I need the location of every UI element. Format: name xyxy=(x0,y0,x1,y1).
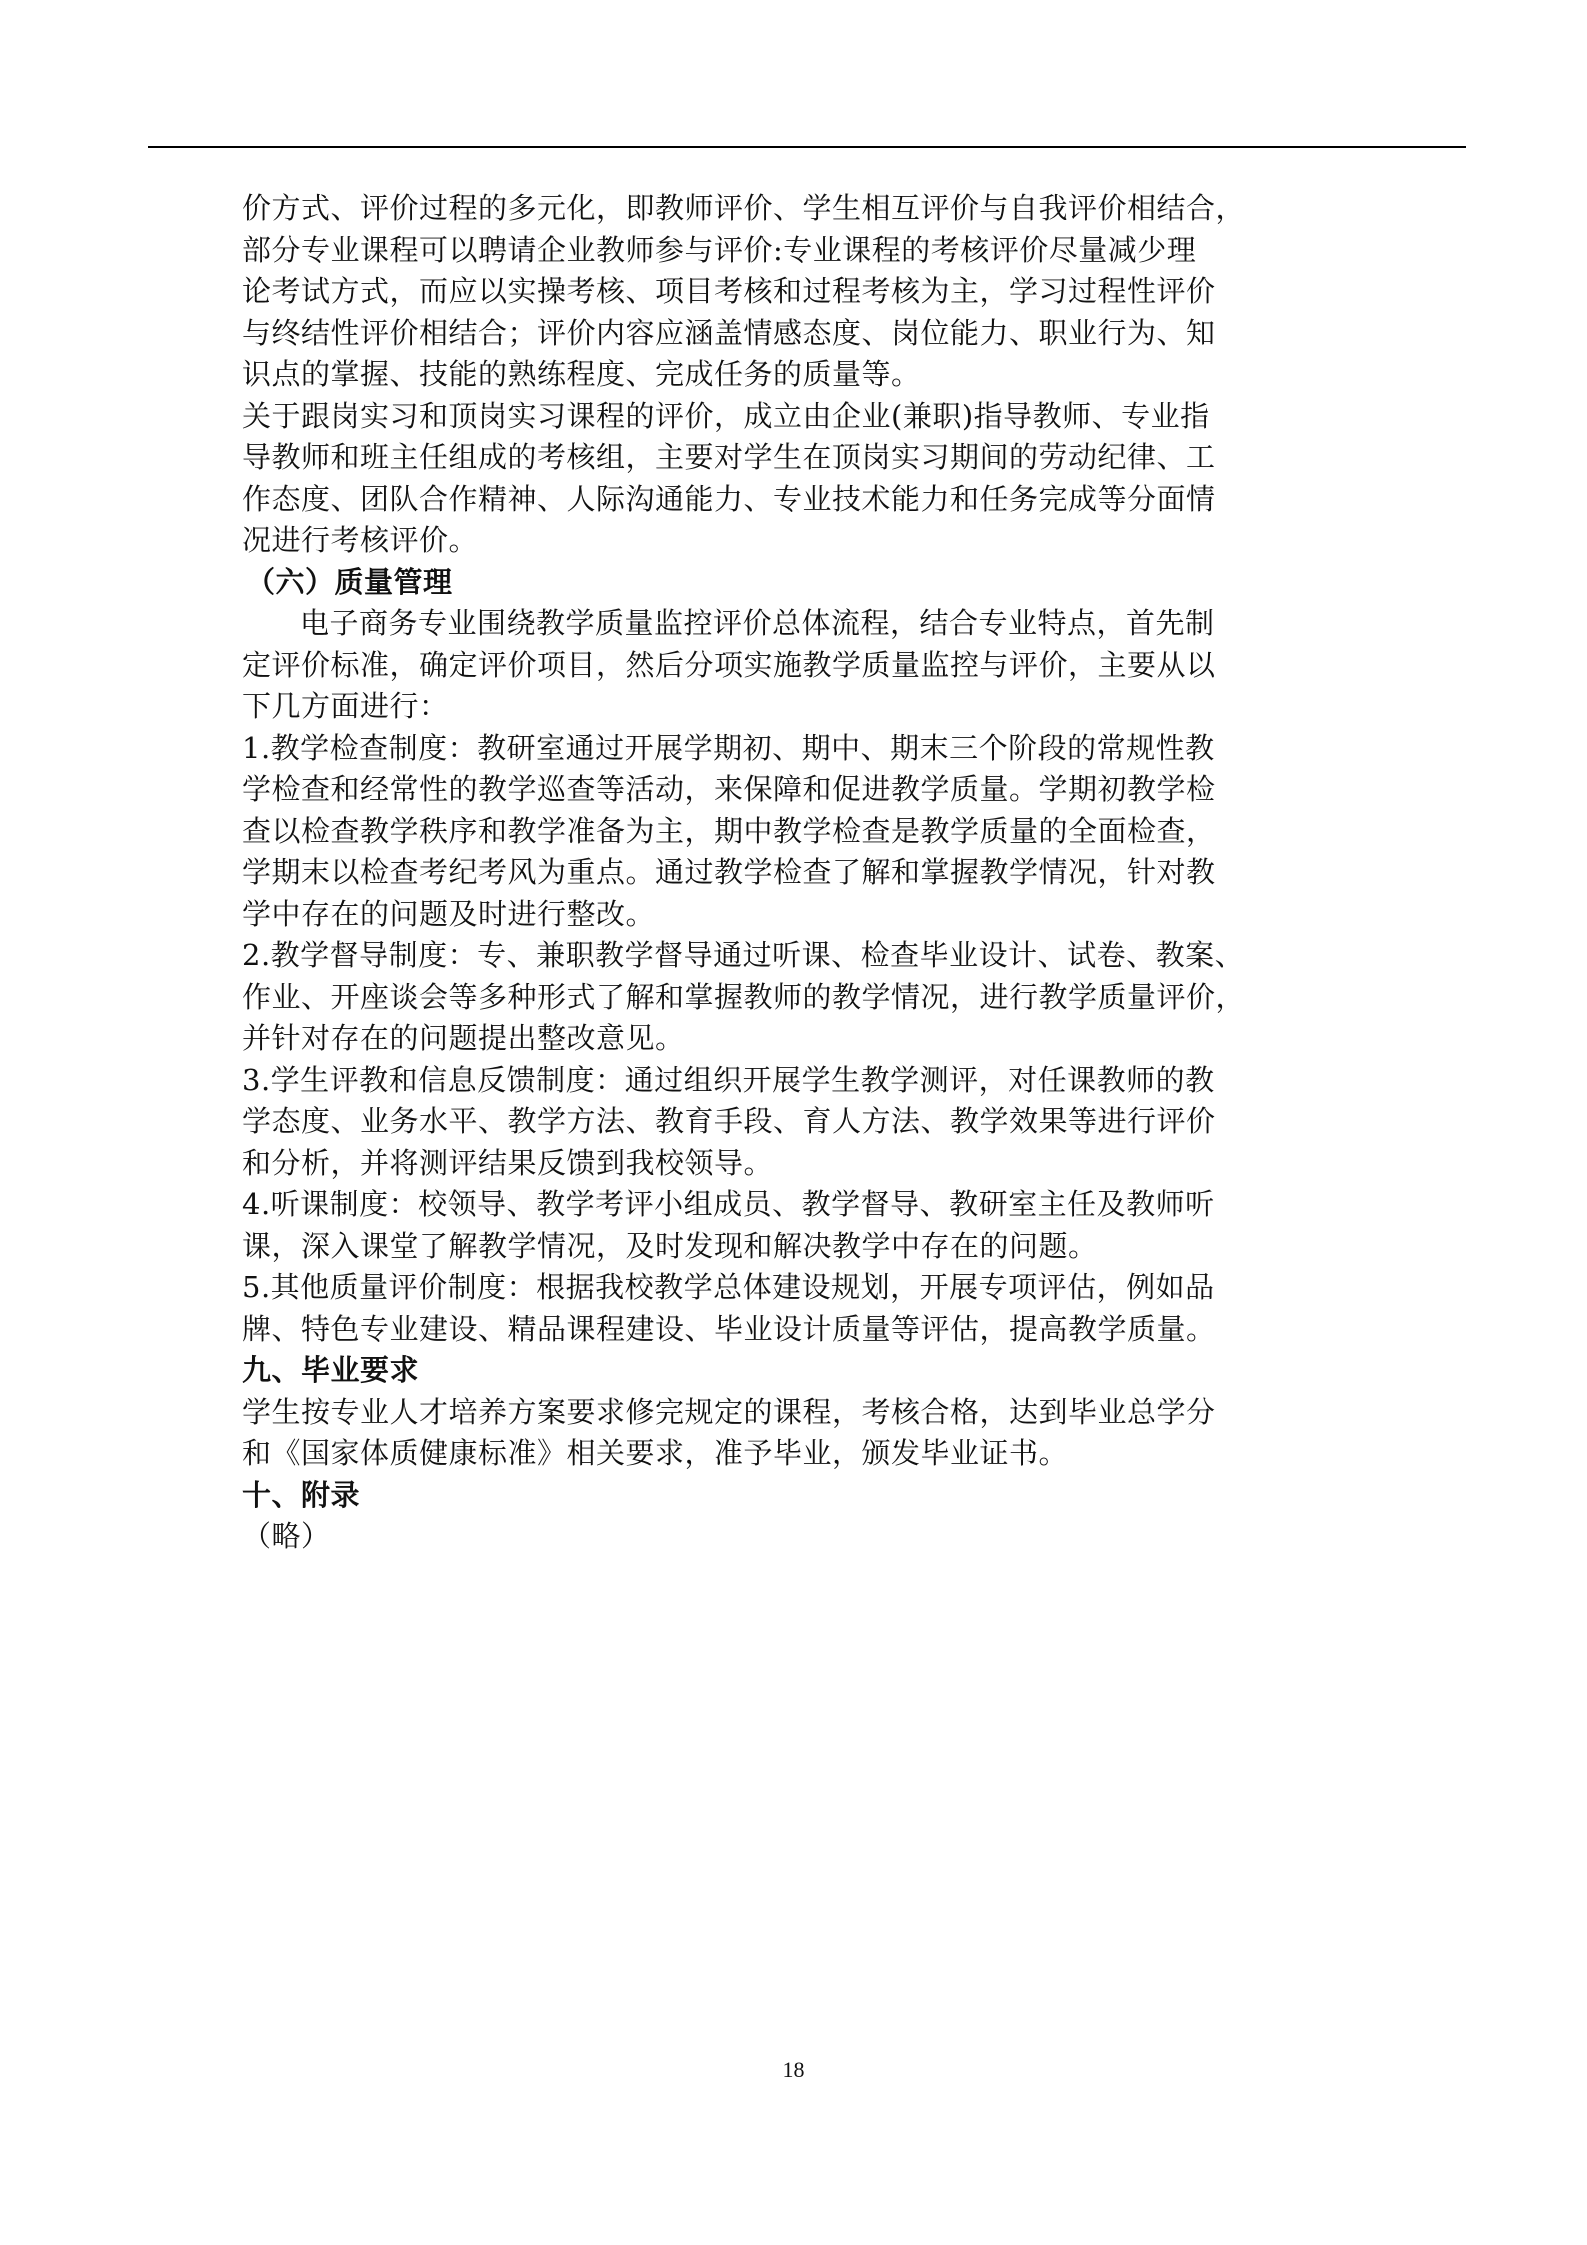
paragraph-line: 导教师和班主任组成的考核组，主要对学生在顶岗实习期间的劳动纪律、工 xyxy=(242,440,1216,474)
page-number: 18 xyxy=(782,2057,805,2082)
list-item-line: 1.教学检查制度：教研室通过开展学期初、期中、期末三个阶段的常规性教 xyxy=(242,730,1215,765)
list-item-line: 课，深入课堂了解教学情况，及时发现和解决教学中存在的问题。 xyxy=(242,1228,1098,1263)
section-heading: （六）质量管理 xyxy=(246,564,453,599)
paragraph-line: 定评价标准，确定评价项目，然后分项实施教学质量监控与评价，主要从以 xyxy=(242,647,1216,682)
list-item-line: 4.听课制度：校领导、教学考评小组成员、教学督导、教研室主任及教师听 xyxy=(242,1187,1215,1221)
header-rule xyxy=(148,146,1466,148)
paragraph-line: 与终结性评价相结合；评价内容应涵盖情感态度、岗位能力、职业行为、知 xyxy=(242,315,1216,350)
list-item-line: 学检查和经常性的教学巡查等活动，来保障和促进教学质量。学期初教学检 xyxy=(242,772,1216,806)
paragraph-line: 作态度、团队合作精神、人际沟通能力、专业技术能力和任务完成等分面情 xyxy=(242,481,1216,516)
list-item-line: 5.其他质量评价制度：根据我校教学总体建设规划，开展专项评估，例如品 xyxy=(242,1270,1215,1304)
paragraph-line: 论考试方式，而应以实操考核、项目考核和过程考核为主，学习过程性评价 xyxy=(242,274,1216,308)
list-item-line: 查以检查教学秩序和教学准备为主，期中教学检查是教学质量的全面检查， xyxy=(242,813,1216,848)
section-heading: 十、附录 xyxy=(242,1477,361,1512)
list-item-line: 2.教学督导制度：专、兼职教学督导通过听课、检查毕业设计、试卷、教案、 xyxy=(242,938,1245,972)
list-item-line: 和分析，并将测评结果反馈到我校领导。 xyxy=(242,1145,774,1180)
paragraph-line: 和《国家体质健康标准》相关要求，准予毕业，颁发毕业证书。 xyxy=(242,1436,1069,1470)
paragraph-line: 学生按专业人才培养方案要求修完规定的课程，考核合格，达到毕业总学分 xyxy=(242,1394,1216,1429)
paragraph-line: 识点的掌握、技能的熟练程度、完成任务的质量等。 xyxy=(242,357,921,391)
paragraph-line: 下几方面进行： xyxy=(242,689,449,723)
list-item-line: 学期末以检查考纪考风为重点。通过教学检查了解和掌握教学情况，针对教 xyxy=(242,855,1216,889)
paragraph-line: 部分专业课程可以聘请企业教师参与评价:专业课程的考核评价尽量减少理 xyxy=(242,232,1197,267)
paragraph-line: 价方式、评价过程的多元化，即教师评价、学生相互评价与自我评价相结合， xyxy=(242,191,1246,225)
list-item-line: 3.学生评教和信息反馈制度：通过组织开展学生教学测评，对任课教师的教 xyxy=(242,1062,1215,1097)
paragraph-line: 电子商务专业围绕教学质量监控评价总体流程，结合专业特点，首先制 xyxy=(300,606,1215,640)
section-heading: 九、毕业要求 xyxy=(242,1353,420,1387)
document-body xyxy=(242,188,1352,1558)
appendix-note: （略） xyxy=(242,1519,331,1553)
list-item-line: 学态度、业务水平、教学方法、教育手段、育人方法、教学效果等进行评价 xyxy=(242,1104,1216,1138)
list-item-line: 作业、开座谈会等多种形式了解和掌握教师的教学情况，进行教学质量评价， xyxy=(242,979,1246,1014)
list-item-line: 学中存在的问题及时进行整改。 xyxy=(242,896,656,931)
paragraph-line: 关于跟岗实习和顶岗实习课程的评价，成立由企业(兼职)指导教师、专业指 xyxy=(242,398,1210,433)
paragraph-line: 况进行考核评价。 xyxy=(242,523,479,557)
list-item-line: 并针对存在的问题提出整改意见。 xyxy=(242,1021,685,1055)
list-item-line: 牌、特色专业建设、精品课程建设、毕业设计质量等评估，提高教学质量。 xyxy=(242,1311,1216,1346)
